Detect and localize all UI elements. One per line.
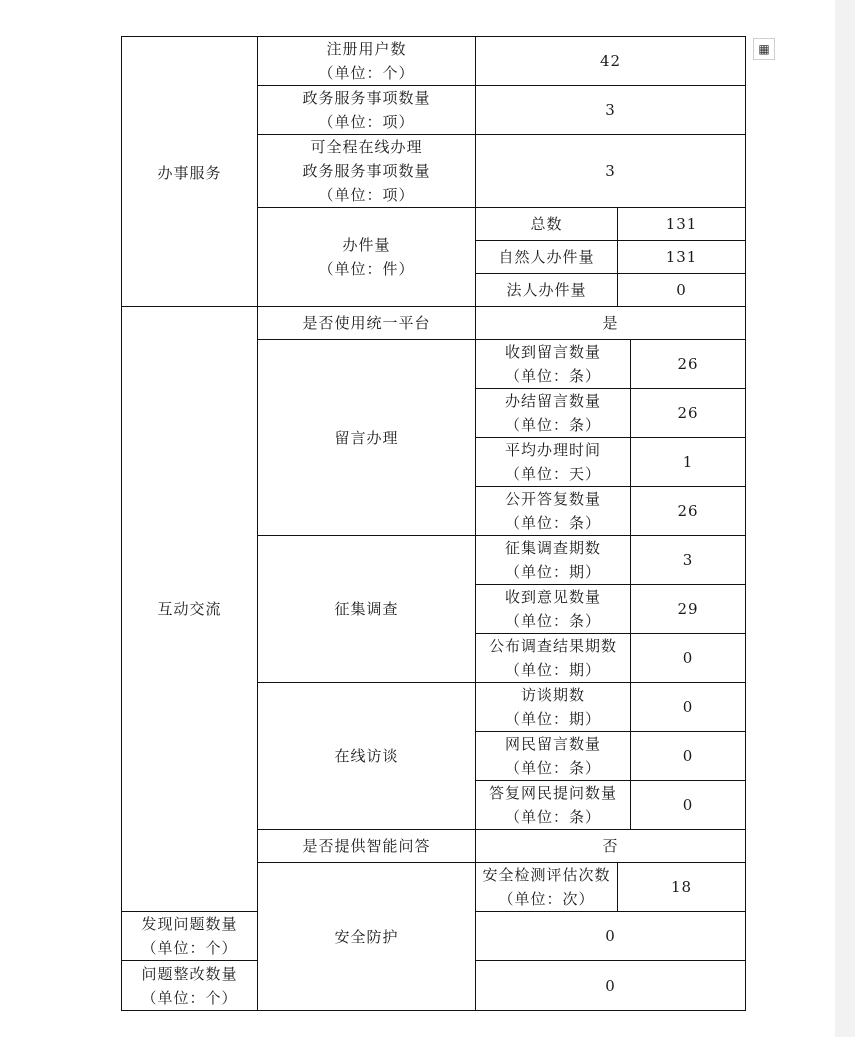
row-label: [122, 961, 258, 1011]
cell-value: 0: [631, 781, 746, 830]
unit-text: （单位：条）: [504, 514, 601, 532]
unit-text: （单位：期）: [504, 563, 601, 581]
sub-label: 法人办件量: [476, 274, 618, 307]
sub-label: [476, 487, 631, 536]
sub-label: [476, 340, 631, 389]
label-text: 安全检测评估次数: [482, 866, 611, 884]
cell-value: 131: [618, 241, 746, 274]
sub-label: 总数: [476, 208, 618, 241]
sub-label: [476, 683, 631, 732]
unit-text: （单位：期）: [504, 710, 601, 728]
unit-text: （单位：期）: [504, 661, 601, 679]
sub-label: [476, 585, 631, 634]
cell-value: 0: [631, 634, 746, 683]
section-interaction: [122, 307, 258, 912]
unit-text: （单位：条）: [504, 759, 601, 777]
cell-value: 0: [476, 961, 746, 1011]
label-text: 问题整改数量: [141, 964, 238, 983]
label-text: 政务服务事项数量: [302, 89, 431, 107]
cell-value: 0: [631, 732, 746, 781]
cell-value: 3: [476, 86, 746, 135]
unit-text: （单位：项）: [318, 113, 415, 131]
group-label: 在线访谈: [258, 683, 476, 830]
sub-label: 自然人办件量: [476, 241, 618, 274]
label-text: 答复网民提问数量: [488, 784, 617, 802]
group-label: 留言办理: [258, 340, 476, 536]
cell-value: 18: [618, 863, 746, 912]
cell-value: 1: [631, 438, 746, 487]
row-label: [258, 37, 476, 86]
unit-text: （单位：件）: [318, 260, 415, 278]
row-label: [122, 912, 258, 961]
cell-value: 是: [476, 307, 746, 340]
unit-text: （单位：条）: [504, 808, 601, 826]
cell-value: 131: [618, 208, 746, 241]
cell-value: 0: [631, 683, 746, 732]
sub-label: [476, 781, 631, 830]
section-label: 办事服务: [157, 163, 222, 182]
cell-value: 3: [476, 135, 746, 208]
label-text: 征集调查期数: [504, 539, 601, 557]
row-label: [258, 86, 476, 135]
unit-text: （单位：条）: [504, 367, 601, 385]
label-text: 办件量: [342, 236, 391, 254]
row-label: 是否提供智能问答: [258, 830, 476, 863]
sub-label: [476, 732, 631, 781]
section-service: [122, 37, 258, 307]
cell-value: 29: [631, 585, 746, 634]
section-label: 安全防护: [334, 927, 399, 946]
label-text: 平均办理时间: [504, 441, 601, 459]
cell-value: 3: [631, 536, 746, 585]
section-label: 互动交流: [157, 600, 222, 618]
table-insert-glyph: ▦: [758, 42, 770, 56]
cell-value: 26: [631, 389, 746, 438]
unit-text: （单位：个）: [318, 64, 415, 82]
cell-value: 否: [476, 830, 746, 863]
cell-value: 0: [476, 912, 746, 961]
row-label: [476, 863, 618, 912]
unit-text: （单位：项）: [318, 186, 415, 204]
report-table-wrap: [121, 36, 746, 1011]
cell-value: 42: [476, 37, 746, 86]
label-text: 公布调查结果期数: [488, 637, 617, 655]
label-text: 收到意见数量: [504, 588, 601, 606]
row-label: [258, 135, 476, 208]
sub-label: [476, 634, 631, 683]
unit-text: （单位：次）: [498, 890, 595, 908]
table-row: [122, 37, 746, 86]
label-text: 网民留言数量: [504, 735, 601, 753]
table-insert-icon[interactable]: [753, 38, 775, 60]
label-text: 公开答复数量: [504, 490, 601, 508]
sub-label: [476, 389, 631, 438]
label-text: 注册用户数: [326, 40, 407, 58]
group-label: 征集调查: [258, 536, 476, 683]
report-table: [121, 36, 746, 1011]
sub-label: [476, 536, 631, 585]
sub-label: [476, 438, 631, 487]
section-security: [258, 863, 476, 1011]
row-label: [258, 208, 476, 307]
unit-text: （单位：天）: [504, 465, 601, 483]
unit-text: （单位：个）: [141, 988, 238, 1007]
label-text: 办结留言数量: [504, 392, 601, 410]
cell-value: 0: [618, 274, 746, 307]
label-text: 可全程在线办理: [310, 138, 423, 156]
label-text: 访谈期数: [520, 686, 585, 704]
row-label: 是否使用统一平台: [258, 307, 476, 340]
unit-text: （单位：个）: [141, 939, 238, 957]
cell-value: 26: [631, 340, 746, 389]
table-row: [122, 307, 746, 340]
label-text: 发现问题数量: [141, 915, 238, 933]
cell-value: 26: [631, 487, 746, 536]
unit-text: （单位：条）: [504, 416, 601, 434]
label-text: 收到留言数量: [504, 343, 601, 361]
label-text: 政务服务事项数量: [302, 162, 431, 180]
unit-text: （单位：条）: [504, 612, 601, 630]
